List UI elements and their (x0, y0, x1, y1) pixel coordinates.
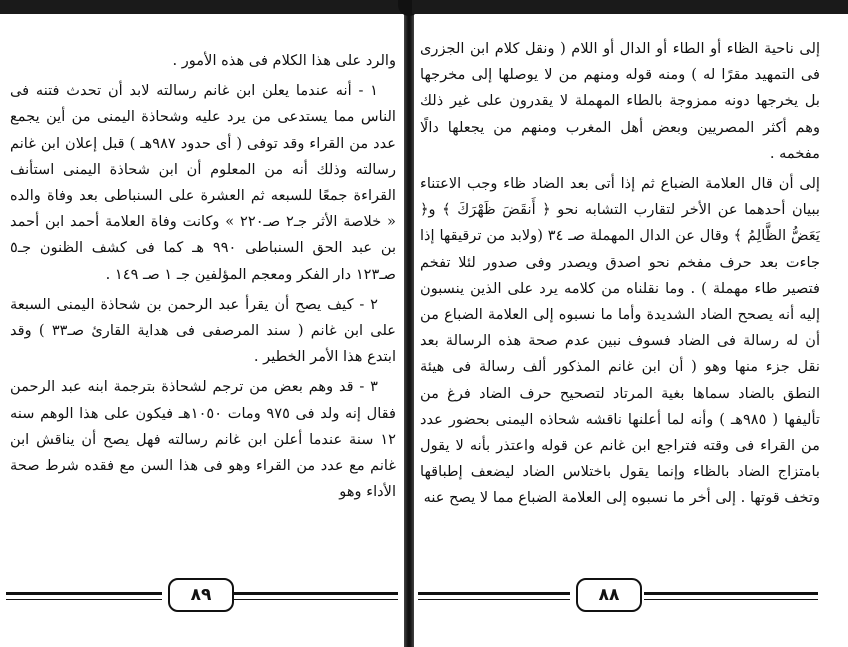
footer-rule (234, 592, 398, 595)
right-page (412, 0, 848, 647)
page-footer (418, 576, 818, 616)
right-page-text (420, 36, 820, 516)
paragraph: والرد على هذا الكلام فى هذه الأمور . (172, 52, 396, 69)
footer-rule-thin (644, 599, 818, 600)
page-number: ٨٩ (168, 578, 234, 612)
left-page (0, 0, 406, 647)
footer-rule-thin (234, 599, 398, 600)
page-footer (6, 576, 398, 616)
footer-rule (418, 592, 570, 595)
page-top-edge (412, 0, 848, 14)
footer-rule-thin (418, 599, 570, 600)
page-top-edge (0, 0, 406, 14)
footer-rule-thin (6, 599, 162, 600)
page-number: ٨٨ (576, 578, 642, 612)
paragraph: إلى ناحية الظاء أو الطاء أو الدال أو اللام ( ونقل كلام ابن الجزرى فى التمهيد مقرًا له ) ومنه قوله ومنهم من لا يوصلها إلى مخرجها بل يخرجها دونه ممزوجة بالطاء المهملة لا يقدرون على غير ذلك وهم أكثر المصريين وبعض أهل المغرب ومنهم من يجعلها دالًا مفخمه . (420, 40, 820, 162)
footer-rule (6, 592, 162, 595)
footer-rule (644, 592, 818, 595)
paragraph: إلى أن قال العلامة الضباع ثم إذا أتى بعد الضاد ظاء وجب الاعتناء ببيان أحدهما عن الأخر لتقارب التشابه نحو ﴿ أَنقَضَ ظَهْرَكَ ﴾ و﴿ يَعَضُّ الظَّالِمُ ﴾ وقال عن الدال المهملة صـ ٣٤ (ولابد من ترقيقها إذا جاءت بعد حرف مفخم نحو اصدق ويصدر وفى صدور لئلا تفخم فتصير طاء مهملة ) . وما نقلناه من كلامه يرد على الذين ينسبون إليه أنه يصحح الضاد الشديدة وأما ما نسبوه إلى العلامة الضباع من أن له رسالة فى الضاد فسوف نبين عدم صحة هذه الرسالة بعد نقل جزء منها وهو ( أن ابن غانم المذكور ألف رسالة فى هيئة النطق بالضاد سماها بغية المرتاد لتصحيح حرف الضاد فرغ من تأليفها ( ٩٨٥هـ ) وأنه لما أعلنها ناقشه شحاذه اليمنى بحضور عدد من القراء فى وقته فتراجع ابن غانم عن قوله واعتذر بأنه لا يقول بامتزاج الضاد بالظاء وإنما يقول باختلاس الضاد ليضعف إطباقها وتخف قوتها . إلى أخر ما نسبوه إلى العلامة الضباع مما لا يصح عنه (420, 175, 820, 507)
left-page-text (10, 48, 396, 509)
paragraph: ١ - أنه عندما يعلن ابن غانم رسالته لابد أن تحدث فتنه فى الناس مما يستدعى من يرد عليه وشحاذة اليمنى من أين يجمع عدد من القراء وقد توفى ( أى حدود ٩٨٧هـ ) قبل إعلان ابن غانم رسالته وذلك أنه من المعلوم أن ابن شحاذة اليمنى استأنف القراءة جمعًا للسبعه ثم العشرة على السنباطى بعد وفاة والده « خلاصة الأثر جـ٢ صـ٢٢٠ » وكانت وفاة العلامة أحمد ابن أحمد بن عبد الحق السنباطى ٩٩٠ هـ كما فى كشف الظنون جـ٥ صـ١٢٣ دار الفكر ومعجم المؤلفين جـ ١ صـ ١٤٩ . (10, 82, 397, 283)
paragraph: ٢ - كيف يصح أن يقرأ عبد الرحمن بن شحاذة اليمنى السبعة على ابن غانم ( سند المرصفى فى هداية القارئ صـ٣٣ ) وقد ابتدع هذا الأمر الخطير . (10, 295, 397, 366)
paragraph: ٣ - قد وهم بعض من ترجم لشحاذة بترجمة ابنه عبد الرحمن فقال إنه ولد فى ٩٧٥ ومات ١٠٥٠هـ فيكون على هذا الوهم سنه ١٢ سنة عندما أعلن ابن غانم رسالته فهل يصح أن يناقش ابن غانم مع عدد من القراء وهو فى هذا السن مع فقده شرط صحة الأداء وهو (10, 378, 396, 501)
